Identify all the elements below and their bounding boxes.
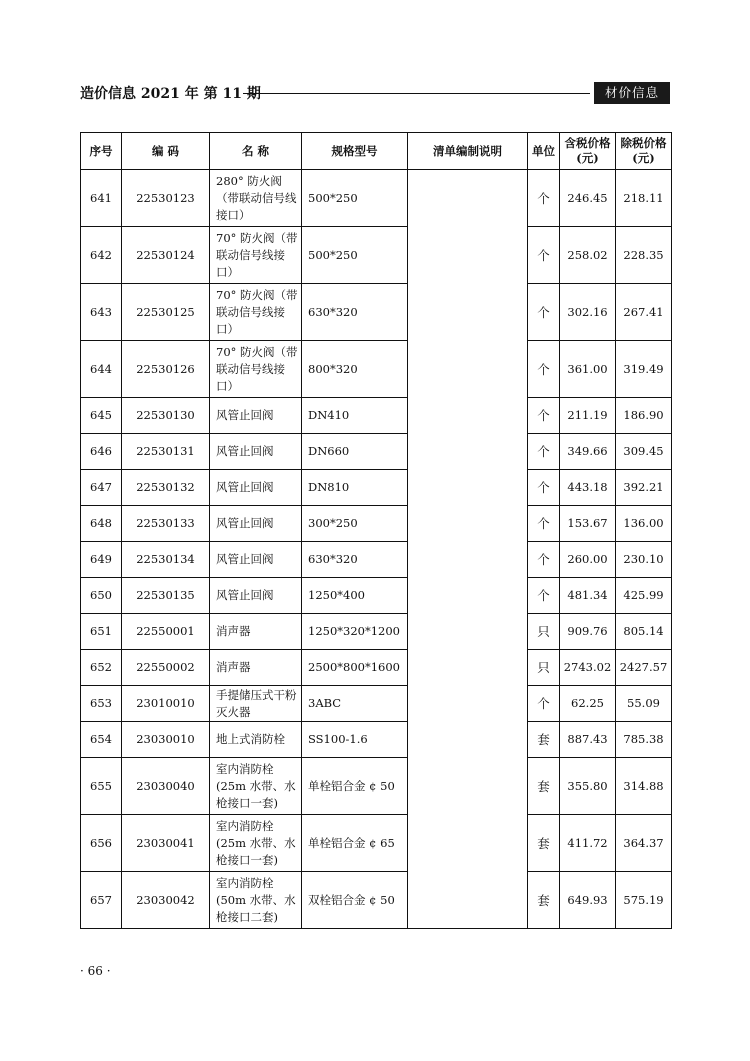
cell-name: 手提储压式干粉灭火器 xyxy=(210,686,302,722)
cell-unit: 套 xyxy=(528,815,560,872)
cell-no: 655 xyxy=(81,758,122,815)
cell-price-tax: 258.02 xyxy=(560,227,616,284)
table-row xyxy=(81,578,672,614)
cell-spec: 500*250 xyxy=(302,227,408,284)
cell-price-tax: 2743.02 xyxy=(560,650,616,686)
cell-price-tax: 887.43 xyxy=(560,722,616,758)
col-header-price-notax: 除税价格(元) xyxy=(616,133,672,170)
cell-name: 风管止回阀 xyxy=(210,470,302,506)
table-row xyxy=(81,470,672,506)
cell-no: 641 xyxy=(81,170,122,227)
table-row xyxy=(81,650,672,686)
cell-spec: 双栓铝合金 ¢ 50 xyxy=(302,872,408,929)
cell-code: 23030041 xyxy=(122,815,210,872)
cell-unit: 个 xyxy=(528,506,560,542)
cell-code: 22550001 xyxy=(122,614,210,650)
table-row xyxy=(81,686,672,722)
col-header-code: 编 码 xyxy=(122,133,210,170)
cell-spec: SS100-1.6 xyxy=(302,722,408,758)
cell-no: 653 xyxy=(81,686,122,722)
cell-code: 23030040 xyxy=(122,758,210,815)
cell-no: 648 xyxy=(81,506,122,542)
cell-no: 643 xyxy=(81,284,122,341)
table-row xyxy=(81,614,672,650)
cell-spec: 1250*320*1200 xyxy=(302,614,408,650)
cell-no: 654 xyxy=(81,722,122,758)
cell-price-notax: 785.38 xyxy=(616,722,672,758)
table-row xyxy=(81,872,672,929)
table-row xyxy=(81,341,672,398)
cell-unit: 套 xyxy=(528,758,560,815)
cell-code: 22530131 xyxy=(122,434,210,470)
cell-name: 室内消防栓(25m 水带、水枪接口一套) xyxy=(210,815,302,872)
cell-price-tax: 411.72 xyxy=(560,815,616,872)
cell-price-notax: 267.41 xyxy=(616,284,672,341)
cell-price-tax: 443.18 xyxy=(560,470,616,506)
col-header-no: 序号 xyxy=(81,133,122,170)
cell-code: 22530126 xyxy=(122,341,210,398)
cell-name: 70° 防火阀（带联动信号线接口） xyxy=(210,284,302,341)
table-row xyxy=(81,170,672,227)
cell-unit: 个 xyxy=(528,227,560,284)
cell-unit: 个 xyxy=(528,686,560,722)
cell-no: 645 xyxy=(81,398,122,434)
cell-no: 644 xyxy=(81,341,122,398)
cell-unit: 个 xyxy=(528,578,560,614)
table-row xyxy=(81,434,672,470)
cell-price-tax: 211.19 xyxy=(560,398,616,434)
cell-name: 室内消防栓(50m 水带、水枪接口二套) xyxy=(210,872,302,929)
cell-name: 风管止回阀 xyxy=(210,398,302,434)
cell-code: 23030010 xyxy=(122,722,210,758)
cell-spec: DN810 xyxy=(302,470,408,506)
cell-spec: 2500*800*1600 xyxy=(302,650,408,686)
cell-code: 22530124 xyxy=(122,227,210,284)
cell-spec: 单栓铝合金 ¢ 65 xyxy=(302,815,408,872)
cell-price-notax: 575.19 xyxy=(616,872,672,929)
page-number: · 66 · xyxy=(80,964,111,978)
cell-price-tax: 302.16 xyxy=(560,284,616,341)
cell-unit: 只 xyxy=(528,614,560,650)
cell-code: 22530123 xyxy=(122,170,210,227)
cell-no: 657 xyxy=(81,872,122,929)
cell-price-tax: 649.93 xyxy=(560,872,616,929)
cell-price-notax: 228.35 xyxy=(616,227,672,284)
cell-unit: 个 xyxy=(528,170,560,227)
cell-code: 22530134 xyxy=(122,542,210,578)
cell-spec: 630*320 xyxy=(302,284,408,341)
cell-price-tax: 355.80 xyxy=(560,758,616,815)
cell-no: 650 xyxy=(81,578,122,614)
cell-price-notax: 136.00 xyxy=(616,506,672,542)
cell-name: 风管止回阀 xyxy=(210,434,302,470)
cell-no: 651 xyxy=(81,614,122,650)
cell-price-notax: 218.11 xyxy=(616,170,672,227)
cell-price-notax: 55.09 xyxy=(616,686,672,722)
cell-name: 消声器 xyxy=(210,614,302,650)
cell-no: 642 xyxy=(81,227,122,284)
cell-unit: 个 xyxy=(528,284,560,341)
cell-price-tax: 481.34 xyxy=(560,578,616,614)
cell-spec: DN410 xyxy=(302,398,408,434)
table-row xyxy=(81,284,672,341)
cell-spec: 1250*400 xyxy=(302,578,408,614)
table-row xyxy=(81,227,672,284)
table-header-row xyxy=(81,133,672,170)
table-row xyxy=(81,542,672,578)
cell-no: 649 xyxy=(81,542,122,578)
col-header-spec: 规格型号 xyxy=(302,133,408,170)
cell-code: 22530130 xyxy=(122,398,210,434)
cell-name: 280° 防火阀（带联动信号线接口） xyxy=(210,170,302,227)
cell-price-tax: 909.76 xyxy=(560,614,616,650)
table-row xyxy=(81,398,672,434)
cell-name: 消声器 xyxy=(210,650,302,686)
cell-spec: 3ABC xyxy=(302,686,408,722)
cell-code: 22530135 xyxy=(122,578,210,614)
cell-code: 23030042 xyxy=(122,872,210,929)
cell-name: 风管止回阀 xyxy=(210,506,302,542)
cell-unit: 个 xyxy=(528,398,560,434)
section-badge: 材价信息 xyxy=(594,82,670,104)
cell-no: 646 xyxy=(81,434,122,470)
cell-no: 656 xyxy=(81,815,122,872)
cell-name: 70° 防火阀（带联动信号线接口） xyxy=(210,341,302,398)
col-header-name: 名 称 xyxy=(210,133,302,170)
cell-spec: 300*250 xyxy=(302,506,408,542)
page-header xyxy=(80,82,670,104)
cell-name: 70° 防火阀（带联动信号线接口） xyxy=(210,227,302,284)
table-row xyxy=(81,758,672,815)
cell-code: 22530132 xyxy=(122,470,210,506)
cell-name: 风管止回阀 xyxy=(210,578,302,614)
cell-price-tax: 349.66 xyxy=(560,434,616,470)
table-row xyxy=(81,815,672,872)
cell-no: 647 xyxy=(81,470,122,506)
cell-spec: 800*320 xyxy=(302,341,408,398)
cell-spec: 单栓铝合金 ¢ 50 xyxy=(302,758,408,815)
cell-price-notax: 319.49 xyxy=(616,341,672,398)
cell-name: 室内消防栓(25m 水带、水枪接口一套) xyxy=(210,758,302,815)
cell-spec: 630*320 xyxy=(302,542,408,578)
cell-price-notax: 425.99 xyxy=(616,578,672,614)
cell-price-tax: 361.00 xyxy=(560,341,616,398)
cell-code: 22530133 xyxy=(122,506,210,542)
cell-price-notax: 314.88 xyxy=(616,758,672,815)
cell-spec: 500*250 xyxy=(302,170,408,227)
cell-price-tax: 260.00 xyxy=(560,542,616,578)
header-rule xyxy=(243,93,590,94)
col-header-unit: 单位 xyxy=(528,133,560,170)
cell-price-notax: 230.10 xyxy=(616,542,672,578)
table-row xyxy=(81,722,672,758)
cell-code: 23010010 xyxy=(122,686,210,722)
cell-code: 22550002 xyxy=(122,650,210,686)
price-table xyxy=(80,132,672,929)
cell-unit: 只 xyxy=(528,650,560,686)
cell-price-notax: 392.21 xyxy=(616,470,672,506)
cell-price-tax: 62.25 xyxy=(560,686,616,722)
cell-unit: 套 xyxy=(528,722,560,758)
cell-price-tax: 246.45 xyxy=(560,170,616,227)
cell-unit: 个 xyxy=(528,542,560,578)
cell-name: 风管止回阀 xyxy=(210,542,302,578)
col-header-price-tax: 含税价格(元) xyxy=(560,133,616,170)
cell-no: 652 xyxy=(81,650,122,686)
cell-price-notax: 309.45 xyxy=(616,434,672,470)
table-row xyxy=(81,506,672,542)
cell-name: 地上式消防栓 xyxy=(210,722,302,758)
cell-price-tax: 153.67 xyxy=(560,506,616,542)
table-body xyxy=(81,170,672,929)
cell-unit: 个 xyxy=(528,341,560,398)
cell-code: 22530125 xyxy=(122,284,210,341)
cell-price-notax: 2427.57 xyxy=(616,650,672,686)
col-header-note: 清单编制说明 xyxy=(408,133,528,170)
cell-unit: 个 xyxy=(528,470,560,506)
cell-note xyxy=(408,170,528,929)
cell-unit: 套 xyxy=(528,872,560,929)
cell-price-notax: 805.14 xyxy=(616,614,672,650)
cell-price-notax: 364.37 xyxy=(616,815,672,872)
cell-price-notax: 186.90 xyxy=(616,398,672,434)
cell-spec: DN660 xyxy=(302,434,408,470)
publication-title: 造价信息 2021 年 第 11 期 xyxy=(80,86,261,102)
cell-unit: 个 xyxy=(528,434,560,470)
